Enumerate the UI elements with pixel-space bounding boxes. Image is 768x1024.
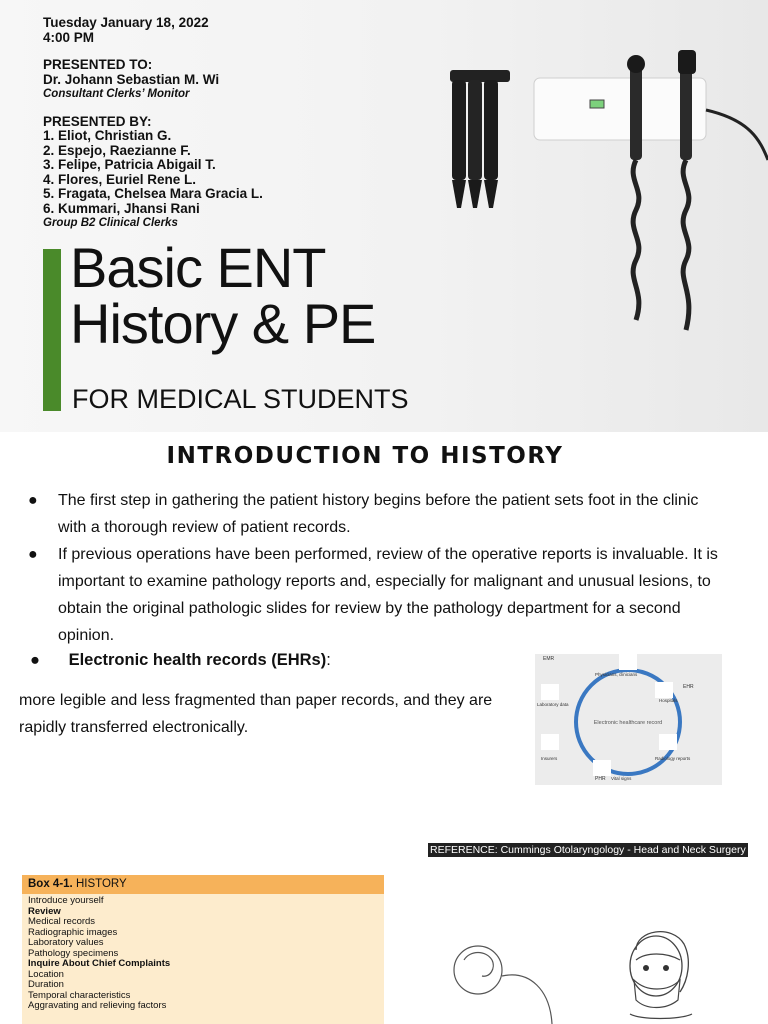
bullet-icon: ● bbox=[30, 651, 40, 669]
title-accent-bar bbox=[43, 249, 61, 411]
ehr-node-tag: EMR bbox=[543, 656, 555, 662]
presentation-date: Tuesday January 18, 2022 bbox=[43, 15, 209, 30]
ehr-colon: : bbox=[326, 651, 331, 669]
presented-to-label: PRESENTED TO: bbox=[43, 57, 153, 72]
presented-to-role: Consultant Clerks’ Monitor bbox=[43, 88, 190, 100]
presenter-name: 2. Espejo, Raezianne F. bbox=[43, 142, 191, 158]
history-box-header bbox=[22, 875, 384, 894]
history-box-title: HISTORY bbox=[75, 878, 127, 890]
history-line: Pathology specimens bbox=[28, 947, 119, 959]
bullet-text: If previous operations have been performed, review of the operative reports is invaluable. It is important to examine pathology reports and, especially for malignant and unusual lesions, to obtain the original pathologic slides for review by the pathology department for a second opinion. bbox=[58, 546, 718, 644]
bullet-item bbox=[28, 541, 728, 649]
presentation-time: 4:00 PM bbox=[43, 29, 95, 45]
ehr-bullet bbox=[30, 651, 331, 670]
history-line: Introduce yourself bbox=[28, 895, 104, 906]
cover-title-line2: History & PE bbox=[70, 292, 376, 355]
bullet-text: The first step in gathering the patient history begins before the patient sets foot in the clinic with a thorough review of patient records. bbox=[58, 492, 699, 536]
bullet-item bbox=[28, 487, 728, 541]
ehr-node-label: Laboratory data bbox=[537, 702, 569, 707]
intro-bullet-list bbox=[28, 487, 728, 649]
history-line: Laboratory values bbox=[28, 937, 104, 948]
presenter-name: 4. Flores, Euriel Rene L. bbox=[43, 171, 197, 187]
presentation-info bbox=[43, 16, 263, 231]
ehr-cycle-graphic bbox=[535, 654, 722, 785]
ehr-center-label: Electronic healthcare record bbox=[593, 720, 663, 726]
cover-slide bbox=[0, 0, 768, 432]
presented-by-label: PRESENTED BY: bbox=[43, 113, 152, 129]
cover-title-line1: Basic ENT bbox=[70, 236, 326, 299]
history-line: Location bbox=[28, 968, 64, 980]
history-subheading: Inquire About Chief Complaints bbox=[28, 958, 171, 969]
cover-subtitle: FOR MEDICAL STUDENTS bbox=[72, 384, 409, 414]
ehr-heading: Electronic health records (EHRs) bbox=[68, 651, 327, 669]
history-line: Temporal characteristics bbox=[28, 989, 131, 1001]
ehr-node-label: Insurers bbox=[541, 756, 558, 761]
ehr-node-label: Hospitals bbox=[659, 698, 678, 703]
presenter-name: 6. Kummari, Jhansi Rani bbox=[43, 200, 200, 216]
cover-title bbox=[70, 236, 376, 355]
ehr-node-tag: EHR bbox=[683, 684, 694, 690]
history-line: Radiographic images bbox=[28, 926, 118, 938]
presenter-name: 1. Eliot, Christian G. bbox=[43, 128, 172, 143]
bullet-icon: ● bbox=[28, 492, 38, 509]
ehr-description: more legible and less fragmented than paper records, and they are rapidly transferred electronically. bbox=[19, 692, 493, 736]
presented-to-name: Dr. Johann Sebastian M. Wi bbox=[43, 71, 220, 87]
history-line: Medical records bbox=[28, 916, 96, 927]
ehr-node-tag: PHR bbox=[595, 776, 606, 782]
doctor-sketch-illustration bbox=[440, 920, 740, 1024]
history-box bbox=[22, 875, 384, 1024]
history-subheading: Review bbox=[28, 905, 61, 917]
bullet-icon: ● bbox=[28, 546, 38, 563]
presenter-name: 3. Felipe, Patricia Abigail T. bbox=[43, 157, 216, 172]
ehr-node-label: Vital signs bbox=[611, 776, 632, 781]
history-box-body bbox=[22, 894, 384, 1014]
presenter-name: 5. Fragata, Chelsea Mara Gracia L. bbox=[43, 186, 263, 201]
group-label: Group B2 Clinical Clerks bbox=[43, 217, 178, 229]
history-line: Duration bbox=[28, 979, 64, 990]
ehr-diagram bbox=[535, 654, 722, 785]
reference-note: REFERENCE: Cummings Otolaryngology - Head and Neck Surgery bbox=[430, 844, 746, 856]
section-title: INTRODUCTION TO HISTORY bbox=[166, 443, 564, 469]
history-box-number: Box 4-1. bbox=[28, 878, 73, 890]
history-line: Aggravating and relieving factors bbox=[28, 1000, 167, 1011]
ehr-node-label: Radiology reports bbox=[655, 756, 691, 761]
ehr-node-label: Physicians, clinicians bbox=[595, 672, 638, 677]
otoscope-wall-unit-image bbox=[430, 40, 768, 400]
